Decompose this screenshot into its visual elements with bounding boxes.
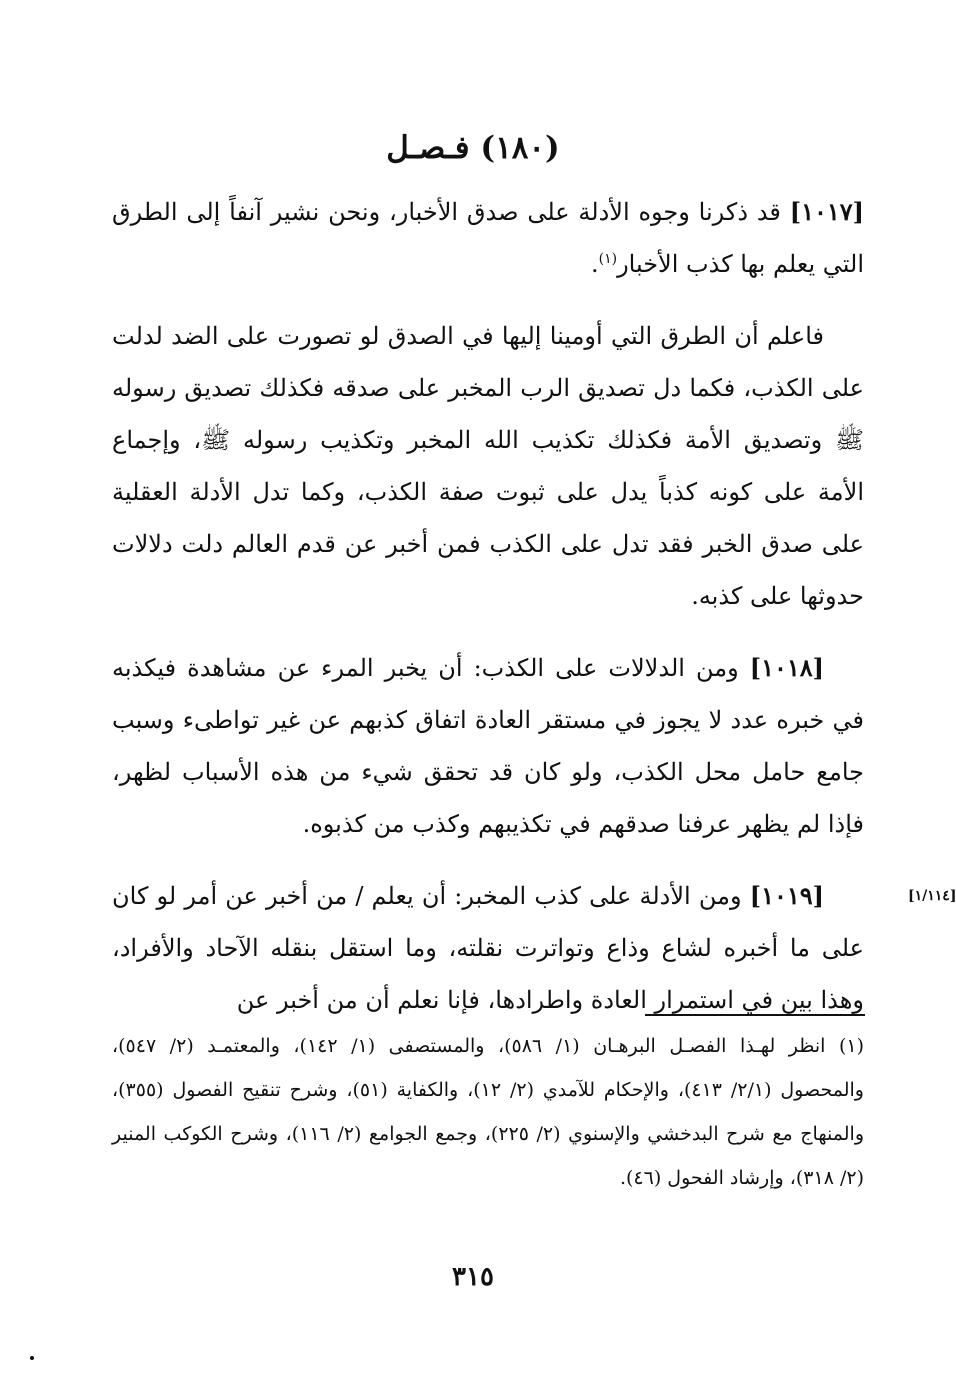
paragraph-continuation [112, 310, 864, 622]
footnote-separator [645, 1014, 865, 1016]
paragraph-text: قد ذكرنا وجوه الأدلة على صدق الأخبار، ونحن نشير آنفاً إلى الطرق التي يعلم بها كذب الأخبار [112, 198, 864, 278]
page-number: ٣١٥ [452, 1262, 494, 1292]
paragraph-1017 [112, 186, 864, 290]
paragraph-text: ومن الدلالات على الكذب: أن يخبر المرء عن مشاهدة فيكذبه في خبره عدد لا يجوز في مستقر العادة اتفاق كذبهم عن غير تواطىء وسبب جامع حامل محل الكذب، ولو كان قد تحقق شيء من هذه الأسباب لظهر، فإذا لم يظهر عرفنا صدقهم في تكذيبهم وكذب من كذبوه. [112, 654, 864, 838]
paragraph-1018 [112, 642, 864, 850]
paragraph-text: فاعلم أن الطرق التي أومينا إليها في الصدق لو تصورت على الضد لدلت على الكذب، فكما دل تصديق الرب المخبر على صدقه فكذلك تصديق رسوله ﷺ وتصديق الأمة فكذلك تكذيب الله المخبر وتكذيب رسوله ﷺ، وإجماع الأمة على كونه كذباً يدل على ثبوت صفة الكذب، وكما تدل الأدلة العقلية على صدق الخبر فقد تدل على الكذب فمن أخبر عن قدم العالم دلت دلالات حدوثها على كذبه. [112, 322, 864, 610]
paragraph-number: [١٠١٧] [789, 197, 864, 226]
chapter-title: (١٨٠) فـصـل [386, 130, 560, 166]
paragraph-number: [١٠١٨] [749, 653, 824, 682]
scan-speck [30, 1356, 34, 1360]
main-text [112, 186, 956, 1026]
paragraph-text: ومن الأدلة على كذب المخبر: أن يعلم / من أخبر عن أمر لو كان على ما أخبره لشاع وذاع وتواترت نقلته، وما استقل بنقله الآحاد والأفراد، وهذا بين في استمرار العادة واطرادها، فإنا نعلم أن من أخبر عن [112, 882, 864, 1014]
paragraph-number: [١٠١٩] [749, 881, 824, 910]
footnote-1: (١) انظر لهـذا الفصـل البرهـان (١/ ٥٨٦)، والمستصفى (١/ ١٤٢)، والمعتمـد (٢/ ٥٤٧)، والمحصول (٢/١/ ٤١٣)، والإحكام للآمدي (٢/ ١٢)، والكفاية (٥١)، وشرح تنقيح الفصول (٣٥٥)، والمنهاج مع شرح البدخشي والإسنوي (٢/ ٢٢٥)، وجمع الجوامع (٢/ ١١٦)، وشرح الكوكب المنير (٢/ ٣١٨)، وإرشاد الفحول (٤٦). [112, 1035, 865, 1189]
footnote-ref[interactable]: (١) [598, 251, 618, 267]
paragraph-1019 [112, 870, 956, 1026]
margin-reference: [١/١١٤] [908, 888, 956, 904]
footnotes [112, 1024, 864, 1200]
paragraph-end: . [590, 250, 599, 278]
